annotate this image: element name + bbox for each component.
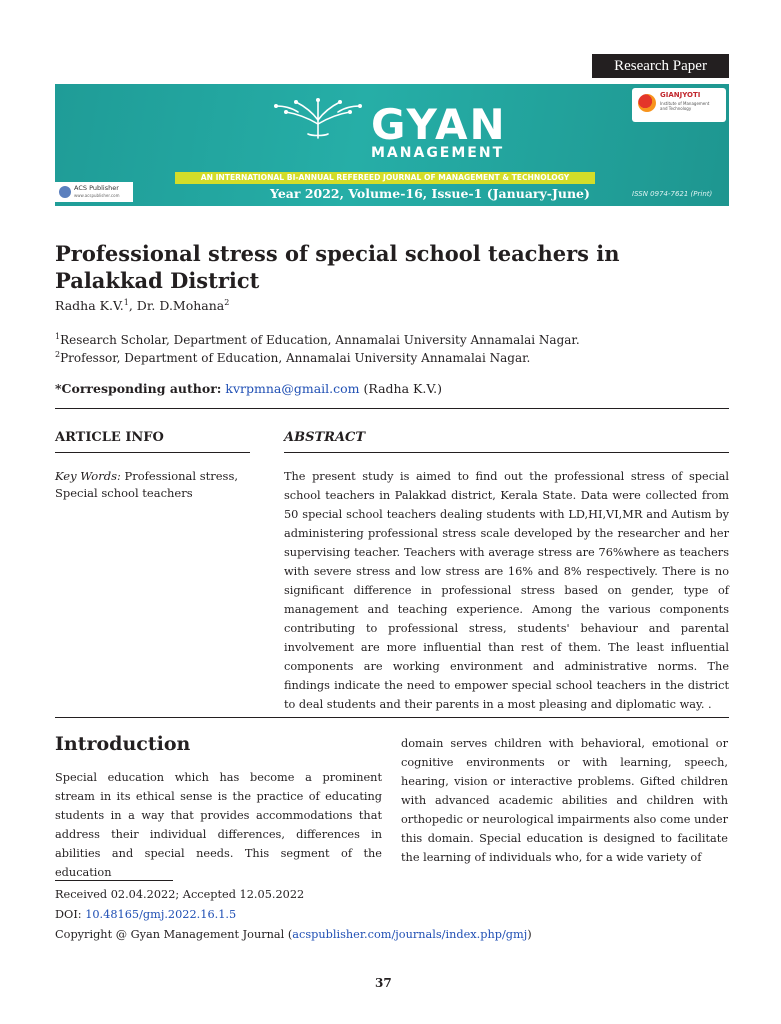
tree-logo-icon — [268, 94, 368, 140]
affiliation-2-text: Professor, Department of Education, Annamalai University Annamalai Nagar. — [60, 351, 531, 365]
divider — [55, 408, 729, 409]
author-separator: , Dr. D.Mohana — [128, 298, 225, 314]
author-1-sup: 1 — [123, 298, 129, 307]
doi — [55, 908, 236, 921]
introduction-right-column: domain serves children with behavioral, emotional or cognitive environments or with learning, speech, hearing, vision or interactive problems. Gifted children with advanced academic abilities and children with orthopedic or neurological impairments also come under this domain. Special education is designed to facilitate the learning of individuals who, for a wide variety of — [401, 737, 728, 864]
journal-logo-title: GYAN — [371, 100, 507, 149]
affiliation-1-text: Research Scholar, Department of Education, Annamalai University Annamalai Nagar. — [60, 333, 580, 347]
author-1: Radha K.V. — [55, 298, 124, 314]
corresponding-name: (Radha K.V.) — [363, 381, 443, 396]
copyright-link[interactable]: acspublisher.com/journals/index.php/gmj — [292, 928, 528, 941]
doi-link[interactable]: 10.48165/gmj.2022.16.1.5 — [85, 908, 237, 921]
keywords-text: Professional stress, Special school teachers — [55, 469, 239, 500]
introduction-left-column: Special education which has become a prominent stream in its ethical sense is the practice of educating students in a way that provides accommodations that address their individual differences, differences in abilities and special needs. This segment of the education — [55, 771, 382, 879]
authors — [55, 298, 229, 313]
issn: ISSN 0974-7621 (Print) — [632, 190, 713, 198]
divider — [55, 452, 250, 453]
corresponding-label: *Corresponding author: — [55, 381, 222, 396]
journal-logo-subtitle: MANAGEMENT — [371, 145, 505, 161]
publisher-logo-icon — [59, 186, 71, 198]
copyright-end: ) — [527, 928, 532, 941]
corresponding-author — [55, 381, 442, 396]
doi-label: DOI: — [55, 908, 86, 921]
paper-title: Professional stress of special school teachers in Palakkad District — [55, 241, 620, 293]
article-info-heading: ARTICLE INFO — [55, 430, 164, 445]
introduction-heading: Introduction — [55, 733, 191, 755]
partner-line2: and Technology — [660, 106, 692, 111]
affiliation-2 — [55, 350, 530, 365]
page-number: 37 — [375, 976, 392, 990]
affiliation-2-sup: 2 — [55, 350, 61, 359]
abstract-text: The present study is aimed to find out the professional stress of special school teachers in Palakkad district, Kerala State. Data were collected from 50 special school teachers dealing students with LD,HI,VI,MR and Autism by administering professional stress scale developed by the researcher and her supervising teacher. Teachers with average stress are 76%where as teachers with severe stress and low stress are 16% and 8% respectively. There is no significant difference in professional stress based on gender, type of management and teaching experience. Among the various components contributing to professional stress, students' behaviour and parental involvement are more influential than rest of them. The least influential components are working environment and administrative norms. The findings indicate the need to empower special school teachers in the district to deal students and their parents in a most pleasing and diplomatic way. . — [284, 470, 729, 711]
received-date: Received 02.04.2022; Accepted 12.05.2022 — [55, 888, 305, 901]
partner-line1: Institute of Management — [660, 101, 710, 106]
keywords — [55, 468, 255, 502]
affiliation-1 — [55, 332, 580, 347]
affiliation-1-sup: 1 — [55, 332, 61, 341]
publisher-url: www.acspublisher.com — [74, 193, 120, 198]
partner-logo-icon — [638, 94, 656, 112]
keywords-label: Key Words: — [55, 469, 121, 483]
author-2-sup: 2 — [224, 298, 230, 307]
copyright-text: Copyright @ Gyan Management Journal ( — [55, 928, 293, 941]
corresponding-email-link[interactable]: kvrpmna@gmail.com — [225, 381, 360, 396]
abstract-heading: ABSTRACT — [284, 430, 366, 445]
issue-info: Year 2022, Volume-16, Issue-1 (January-June) — [270, 186, 590, 201]
publisher-name: ACS Publisher — [74, 184, 119, 192]
partner-name: GIANJYOTI — [660, 91, 701, 99]
divider — [284, 452, 729, 453]
divider — [55, 717, 729, 718]
research-paper-tag: Research Paper — [592, 54, 729, 78]
journal-strip-text: AN INTERNATIONAL BI-ANNUAL REFEREED JOURNAL OF MANAGEMENT & TECHNOLOGY — [200, 173, 570, 182]
footnote-divider — [55, 880, 173, 881]
copyright — [55, 928, 532, 941]
